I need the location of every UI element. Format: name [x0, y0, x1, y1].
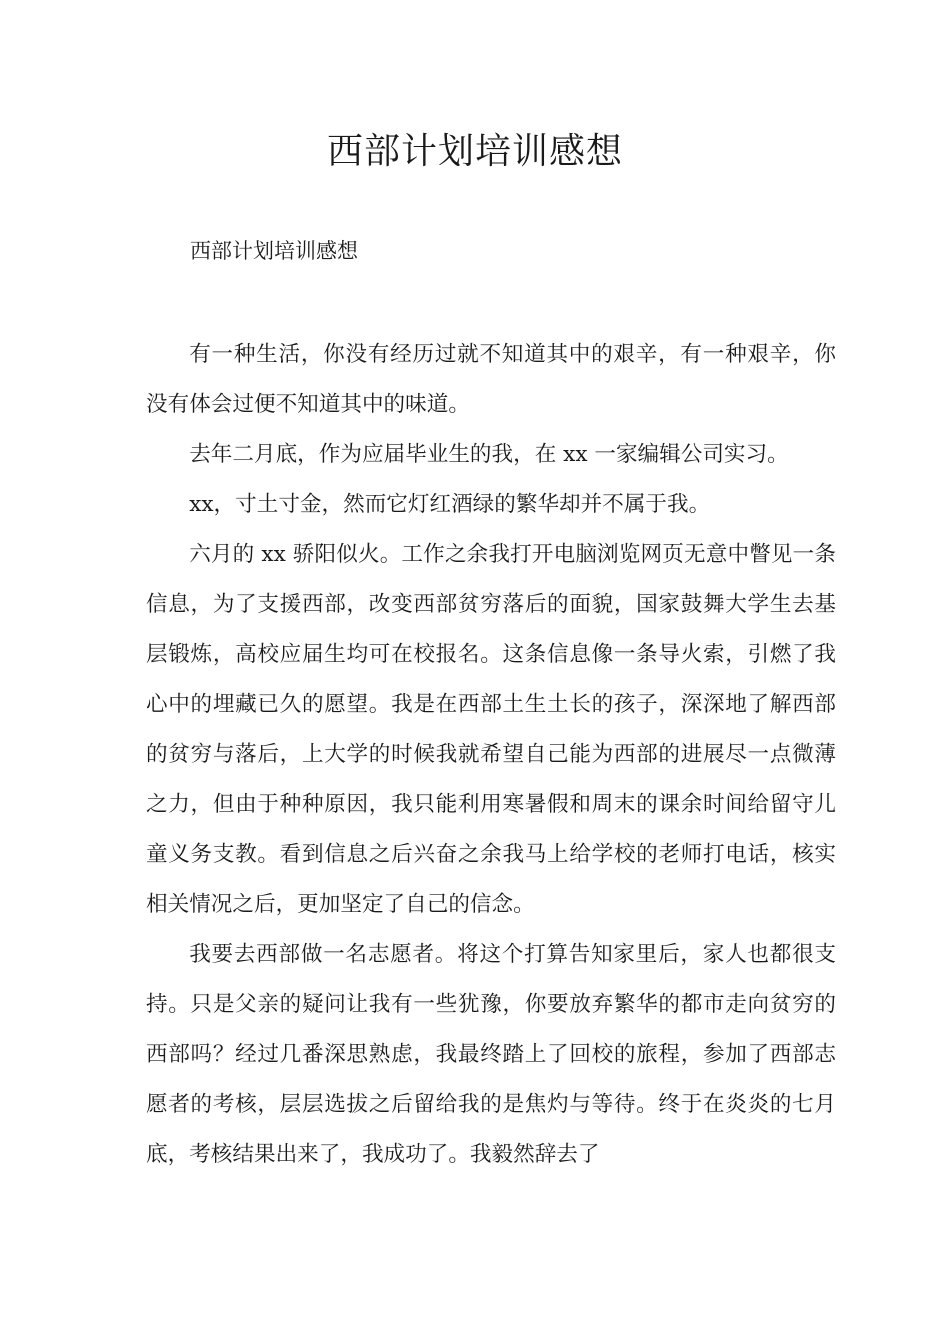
document-subtitle: 西部计划培训感想 — [190, 239, 358, 263]
paragraph-4: 六月的 xx 骄阳似火。工作之余我打开电脑浏览网页无意中瞥见一条信息，为了支援西部，改变西部贫穷落后的面貌，国家鼓舞大学生去基层锻炼，高校应届生均可在校报名。这条信息像一条导火索，引燃了我心中的埋藏已久的愿望。我是在西部土生土长的孩子，深深地了解西部的贫穷与落后，上大学的时候我就希望自己能为西部的进展尽一点微薄之力，但由于种种原因，我只能利用寒暑假和周末的课余时间给留守儿童义务支教。看到信息之后兴奋之余我马上给学校的老师打电话，核实相关情况之后，更加坚定了自己的信念。 — [146, 542, 836, 917]
paragraph-3: xx，寸土寸金，然而它灯红酒绿的繁华却并不属于我。 — [189, 492, 711, 517]
paragraph-2: 去年二月底，作为应届毕业生的我，在 xx 一家编辑公司实习。 — [189, 442, 789, 467]
document-body — [146, 330, 836, 1180]
document-title: 西部计划培训感想 — [326, 131, 623, 172]
paragraph-5: 我要去西部做一名志愿者。将这个打算告知家里后，家人也都很支持。只是父亲的疑问让我有一些犹豫，你要放弃繁华的都市走向贫穷的西部吗？经过几番深思熟虑，我最终踏上了回校的旅程，参加了西部志愿者的考核，层层选拔之后留给我的是焦灼与等待。终于在炎炎的七月底，考核结果出来了，我成功了。我毅然辞去了 — [146, 942, 836, 1167]
paragraph-1: 有一种生活，你没有经历过就不知道其中的艰辛，有一种艰辛，你没有体会过便不知道其中的味道。 — [146, 342, 836, 417]
